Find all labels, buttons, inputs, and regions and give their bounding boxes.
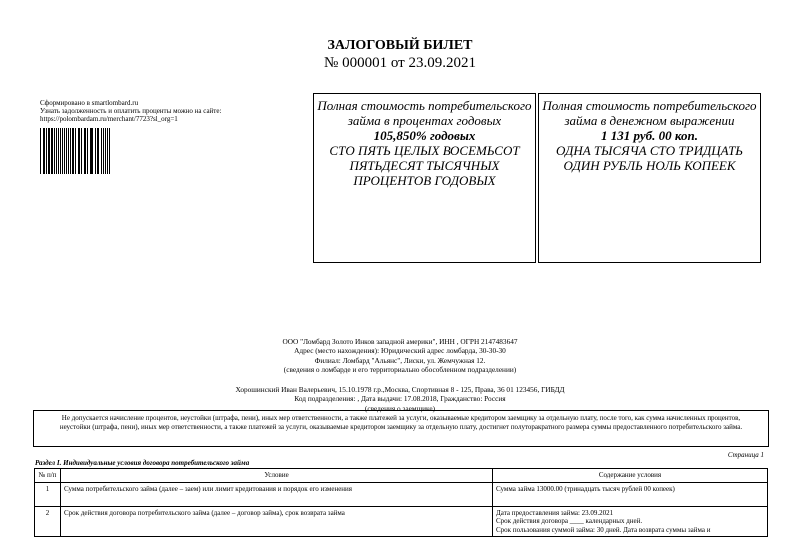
site-info-line: Сформировано в smartlombard.ru bbox=[40, 99, 139, 107]
header-content: Содержание условия bbox=[493, 469, 768, 483]
site-info-line: Узнать задолженность и оплатить проценты можно на сайте: bbox=[40, 107, 222, 115]
barcode-bar bbox=[92, 128, 93, 174]
row-content bbox=[493, 506, 768, 537]
barcode bbox=[40, 128, 110, 174]
money-caption: Полная стоимость потребительского займа в денежном выражении bbox=[542, 98, 757, 128]
barcode-bar bbox=[73, 128, 74, 174]
row-condition: Срок действия договора потребительского займа (далее – договор займа), срок возврата займа bbox=[61, 506, 493, 537]
row-content-line: Дата предоставления займа: 23.09.2021 bbox=[496, 508, 614, 517]
lender-line: Филиал: Ломбард "Альянс", Лиски, ул. Жемчужная 12. bbox=[314, 355, 486, 365]
barcode-bar bbox=[46, 128, 47, 174]
money-value: 1 131 руб. 00 коп. bbox=[601, 128, 698, 143]
rate-words: СТО ПЯТЬ ЦЕЛЫХ ВОСЕМЬСОТ ПЯТЬДЕСЯТ ТЫСЯЧНЫХ ПРОЦЕНТОВ ГОДОВЫХ bbox=[329, 143, 520, 188]
row-content-line: Срок действия договора ____ календарных дней. bbox=[496, 517, 643, 525]
rate-value: 105,850% годовых bbox=[373, 128, 476, 143]
row-content bbox=[493, 482, 768, 506]
row-content-line: Сумма займа 13000.00 (тринадцать тысяч рублей 00 копеек) bbox=[496, 484, 675, 493]
money-box bbox=[538, 93, 761, 263]
rate-box bbox=[313, 93, 536, 263]
document-title: ЗАЛОГОВЫЙ БИЛЕТ bbox=[327, 38, 473, 53]
barcode-bar bbox=[101, 128, 102, 174]
row-content-line: Срок пользования суммой займа: 30 дней. Дата возврата суммы займа и bbox=[496, 525, 711, 534]
page-number: Страница 1 bbox=[727, 451, 764, 459]
barcode-bar bbox=[40, 128, 41, 174]
lender-info bbox=[0, 337, 800, 375]
borrower-info bbox=[0, 385, 800, 413]
table-header-row bbox=[35, 469, 768, 483]
site-info-link[interactable]: https://polombardam.ru/merchant/7723?sl_org=1 bbox=[40, 115, 178, 123]
borrower-line: Хорошинский Иван Валерьевич, 15.10.1978 г.р.,Москва, Спортивная 8 - 125, Права, 36 01 123456, ГИБДД bbox=[235, 385, 565, 394]
barcode-bar bbox=[62, 128, 63, 174]
row-condition: Сумма потребительского займа (далее – заем) или лимит кредитования и порядок его изменения bbox=[61, 482, 493, 506]
header-condition: Условие bbox=[61, 469, 493, 483]
header-num: № п/п bbox=[35, 469, 61, 483]
borrower-caption: (сведения о заемщике) bbox=[364, 403, 436, 413]
table-row bbox=[35, 482, 768, 506]
lender-caption: (сведения о ломбарде и его территориально обособленном подразделении) bbox=[283, 365, 517, 375]
barcode-bar bbox=[56, 128, 57, 174]
borrower-line: Код подразделения: , Дата выдачи: 17.08.2018, Гражданство: Россия bbox=[294, 394, 506, 404]
barcode-bar bbox=[95, 128, 96, 174]
table-row bbox=[35, 506, 768, 537]
section-title: Раздел I. Индивидуальные условия договора потребительского займа bbox=[35, 459, 250, 467]
barcode-bar bbox=[68, 128, 69, 174]
barcode-bar bbox=[81, 128, 82, 174]
rate-caption: Полная стоимость потребительского займа в процентах годовых bbox=[317, 98, 532, 128]
barcode-bar bbox=[87, 128, 88, 174]
lender-line: Адрес (место нахождения): Юридический адрес ломбарда, 30-30-30 bbox=[294, 346, 506, 356]
barcode-bar bbox=[79, 128, 80, 174]
money-words: ОДНА ТЫСЯЧА СТО ТРИДЦАТЬ ОДИН РУБЛЬ НОЛЬ КОПЕЕК bbox=[556, 143, 743, 173]
terms-table bbox=[34, 468, 768, 537]
row-num: 1 bbox=[35, 482, 61, 506]
barcode-bar bbox=[58, 128, 59, 174]
site-info bbox=[40, 99, 310, 123]
barcode-bar bbox=[48, 128, 49, 174]
interest-notice: Не допускается начисление процентов, неустойки (штрафа, пени), иных мер ответственности, а также платежей за услуги, оказываемые кредитором заемщику за отдельную плату, после того, как сумма начисленных процентов, неустойки (штрафа, пени), иных мер ответственности, а также платежей за услуги, оказываемые кредитором заемщику за отдельную плату, достигнет полуторакратного размера суммы предоставленного потребительского займа. bbox=[33, 410, 769, 447]
barcode-bar bbox=[107, 128, 108, 174]
ticket-number: № 000001 от 23.09.2021 bbox=[324, 55, 476, 71]
lender-line: ООО "Ломбард Золото Инков западной америки", ИНН , ОГРН 2147483647 bbox=[282, 337, 518, 346]
row-num: 2 bbox=[35, 506, 61, 537]
